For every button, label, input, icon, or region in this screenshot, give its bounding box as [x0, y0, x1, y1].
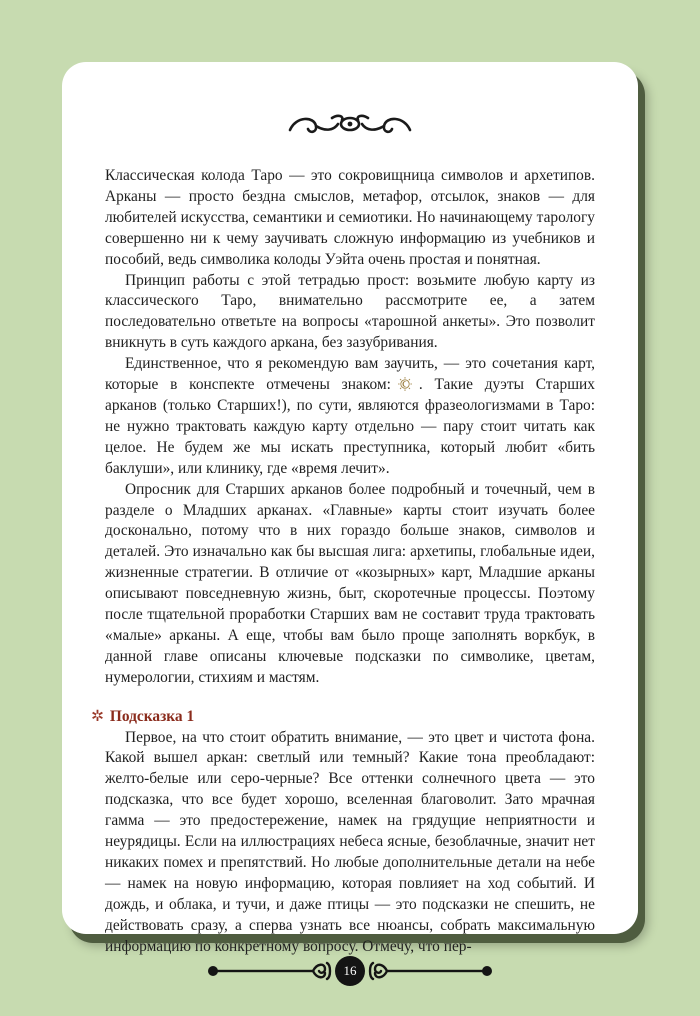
- page-footer: [205, 953, 495, 989]
- sun-moon-icon: [392, 376, 418, 392]
- paragraph-1: Классическая колода Таро — это сокровищница символов и архетипов. Арканы — просто бездна смыслов, метафор, отсылок, знаков — для любителей искусства, семантики и семиотики. Но начинающему тарологу совершенно ни к чему заучивать сложную информацию из учебников и пособий, ведь символика колоды Уэйта очень простая и понятная.: [105, 167, 595, 268]
- paragraph-3: [105, 354, 595, 479]
- body-text: [91, 166, 595, 958]
- star-icon: ✲: [91, 707, 104, 725]
- paragraph-2: Принцип работы с этой тетрадью прост: возьмите любую карту из классического Таро, внимательно рассмотрите ее, а затем последовательно ответьте на вопросы «тарошной анкеты». Это позволит вникнуть в суть каждого аркана, без зазубривания.: [105, 271, 595, 352]
- hint-title: Подсказка 1: [109, 707, 195, 725]
- hint-body: Первое, на что стоит обратить внимание, — это цвет и чистота фона. Какой вышел аркан: светлый или темный? Какие тона преобладают: желто-белые или серо-черные? Все оттенки солнечного цвета — это подсказка, что все будет хорошо, вселенная благоволит. Зато мрачная гамма — это предостережение, намек на грядущие неприятности и неурядицы. Если на иллюстрациях небеса ясные, безоблачные, значит нет никаких помех и препятствий. Но любые дополнительные детали на небе — намек на новую информацию, которая повлияет на ход событий. И дождь, и облака, и тучи, и даже птицы — это подсказки не спешить, не действовать сразу, а сперва узнать все нюансы, собрать максимальную информацию по конкретному вопросу. Отмечу, что пер-: [105, 728, 595, 955]
- hint-heading: [91, 707, 595, 728]
- scroll-flourish-icon: [286, 110, 414, 138]
- paragraph-3-after: . Такие дуэты Старших арканов (только Старших!), по сути, являются фразеологизмами в Таро: не нужно трактовать каждую карту отдельно — пару стоит читать как целое. Не будем же мы искать преступника, который любит «бить баклуши», или клинику, где «время лечит».: [105, 376, 595, 477]
- page-number: 16: [335, 956, 365, 986]
- paragraph-4: Опросник для Старших арканов более подробный и точечный, чем в разделе о Младших арканах. «Главные» карты стоит изучать более досконально, потому что в них гораздо больше знаков, символов и деталей. Это изначально как бы высшая лига: архетипы, глобальные идеи, жизненные стратегии. В отличие от «козырных» карт, Младшие арканы описывают повседневную жизнь, быт, скоротечные процессы. Поэтому после тщательной проработки Старших вам не составит труда трактовать «малые» арканы. А еще, чтобы вам было проще заполнять воркбук, в данной главе описаны ключевые подсказки по символике, цветам, нумерологии, стихиям и мастям.: [105, 480, 595, 686]
- paragraph-3-before: Единственное, что я рекомендую вам заучить, — это сочетания карт, которые в конспекте отмечены знаком:: [105, 355, 595, 394]
